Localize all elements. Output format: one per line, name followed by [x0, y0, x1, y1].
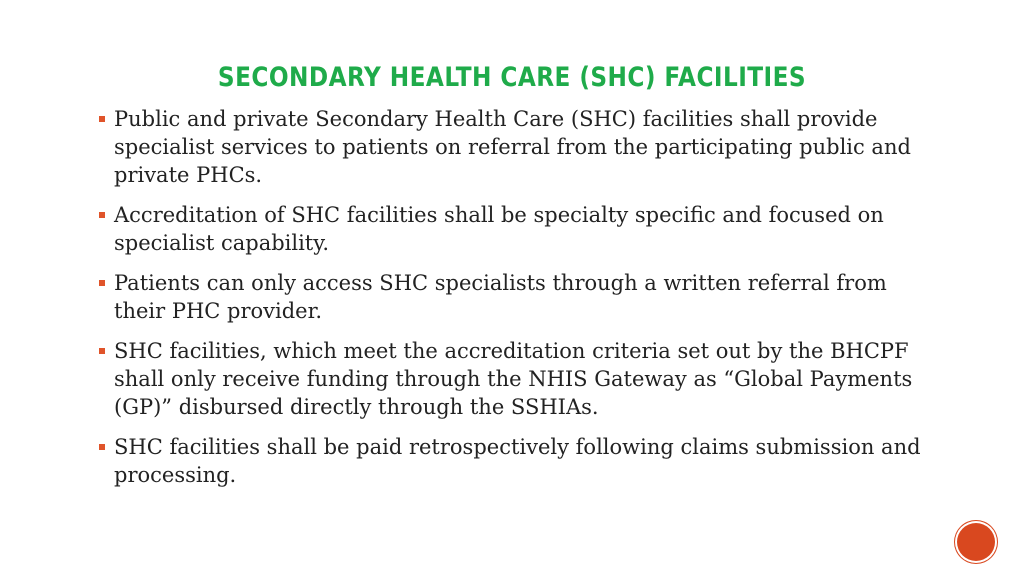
bullet-item [98, 433, 938, 489]
bullet-item [98, 269, 938, 325]
bullet-text: Public and private Secondary Health Care (SHC) facilities shall provide specialist services to patients on referral from the participating public and private PHCs. [114, 107, 911, 187]
square-bullet-icon [99, 280, 105, 286]
bullet-item [98, 105, 938, 189]
bullet-text: Accreditation of SHC facilities shall be specialty specific and focused on specialist capability. [114, 203, 884, 255]
square-bullet-icon [99, 212, 105, 218]
bullet-text: Patients can only access SHC specialists through a written referral from their PHC provider. [114, 271, 887, 323]
slide-title: SECONDARY HEALTH CARE (SHC) FACILITIES [217, 62, 807, 93]
bullet-text: SHC facilities, which meet the accreditation criteria set out by the BHCPF shall only receive funding through the NHIS Gateway as “Global Payments (GP)” disbursed directly through the SSHIAs. [114, 339, 913, 419]
bullet-item [98, 337, 938, 421]
bullet-text: SHC facilities shall be paid retrospectively following claims submission and processing. [114, 435, 921, 487]
page-number-badge [957, 523, 995, 561]
bullet-list [98, 105, 938, 501]
bullet-item [98, 201, 938, 257]
square-bullet-icon [99, 116, 105, 122]
square-bullet-icon [99, 444, 105, 450]
square-bullet-icon [99, 348, 105, 354]
